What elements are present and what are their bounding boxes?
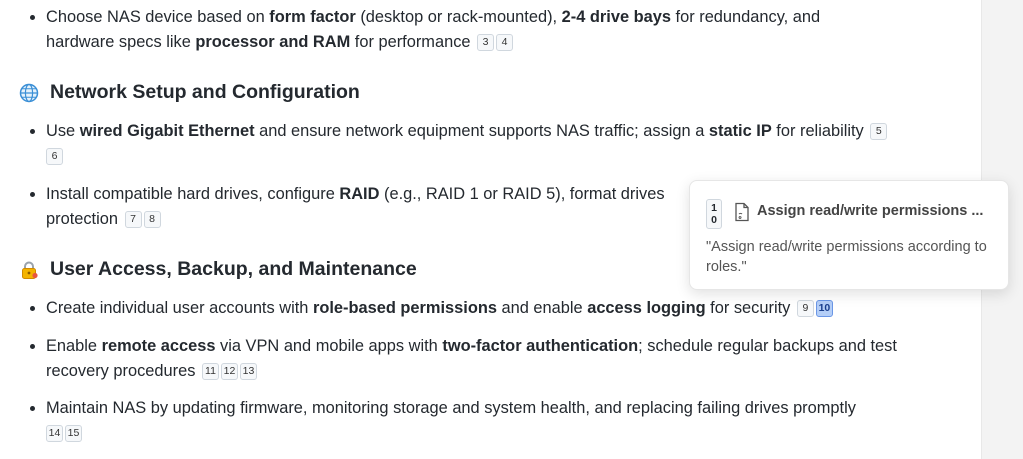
lock-icon xyxy=(18,259,40,281)
citation-tooltip[interactable] xyxy=(689,180,1009,290)
list-item xyxy=(18,396,956,446)
citation-badge[interactable]: 5 xyxy=(870,123,887,140)
globe-icon xyxy=(18,82,40,104)
list-item xyxy=(18,296,956,321)
text: Create individual user accounts with xyxy=(46,299,313,317)
text: hardware specs like xyxy=(46,33,196,51)
text: Use xyxy=(46,122,80,140)
text: (e.g., RAID 1 or RAID 5), format drives xyxy=(379,185,665,203)
citation-badge[interactable]: 7 xyxy=(125,211,142,228)
text: wired Gigabit Ethernet xyxy=(79,122,255,140)
list-item xyxy=(18,5,956,55)
text: ; schedule regular backups and test xyxy=(638,337,897,355)
citation-badge[interactable]: 14 xyxy=(46,425,63,442)
citation-badge[interactable]: 15 xyxy=(65,425,82,442)
text: form factor xyxy=(269,8,356,26)
citation-badge[interactable]: 9 xyxy=(797,300,814,317)
citation-badge[interactable]: 8 xyxy=(144,211,161,228)
tooltip-title[interactable]: Assign read/write permissions ... xyxy=(757,203,984,219)
text: two-factor authentication xyxy=(442,337,639,355)
section-heading-text: Network Setup and Configuration xyxy=(50,81,360,103)
text: for reliability xyxy=(771,122,864,140)
text: for redundancy, and xyxy=(671,8,821,26)
citation-badge[interactable]: 6 xyxy=(46,148,63,165)
text: recovery procedures xyxy=(46,362,196,380)
text: access logging xyxy=(587,299,706,317)
text: processor and RAM xyxy=(195,33,351,51)
citation-badge[interactable]: 4 xyxy=(496,34,513,51)
text: via VPN and mobile apps with xyxy=(215,337,443,355)
text: 2-4 drive bays xyxy=(561,8,671,26)
section-heading xyxy=(18,258,417,281)
text: Maintain NAS by updating firmware, monitoring storage and system health, and replacing failing drives promptly xyxy=(46,399,856,417)
section-heading-text: User Access, Backup, and Maintenance xyxy=(50,258,417,280)
section-heading xyxy=(18,81,360,104)
text: for performance xyxy=(350,33,471,51)
citation-badge[interactable]: 12 xyxy=(221,363,238,380)
text: Enable xyxy=(46,337,102,355)
list-item xyxy=(18,119,956,169)
citation-badge-active[interactable]: 10 xyxy=(816,300,833,317)
citation-badge[interactable]: 11 xyxy=(202,363,219,380)
list-item xyxy=(18,334,956,384)
text: and enable xyxy=(496,299,588,317)
tooltip-citation-number: 1 0 xyxy=(706,199,722,229)
text: remote access xyxy=(101,337,216,355)
text: protection xyxy=(46,210,118,228)
text: RAID xyxy=(339,185,380,203)
text: role-based permissions xyxy=(312,299,497,317)
document-icon xyxy=(733,202,751,222)
citation-badge[interactable]: 3 xyxy=(477,34,494,51)
text: Choose NAS device based on xyxy=(46,8,270,26)
text: and ensure network equipment supports NAS traffic; assign a xyxy=(254,122,709,140)
citation-badge[interactable]: 13 xyxy=(240,363,257,380)
tooltip-quote: "Assign read/write permissions according to roles." xyxy=(706,239,987,275)
text: (desktop or rack-mounted), xyxy=(355,8,562,26)
text: static IP xyxy=(708,122,772,140)
text: Install compatible hard drives, configure xyxy=(46,185,340,203)
text: for security xyxy=(705,299,791,317)
